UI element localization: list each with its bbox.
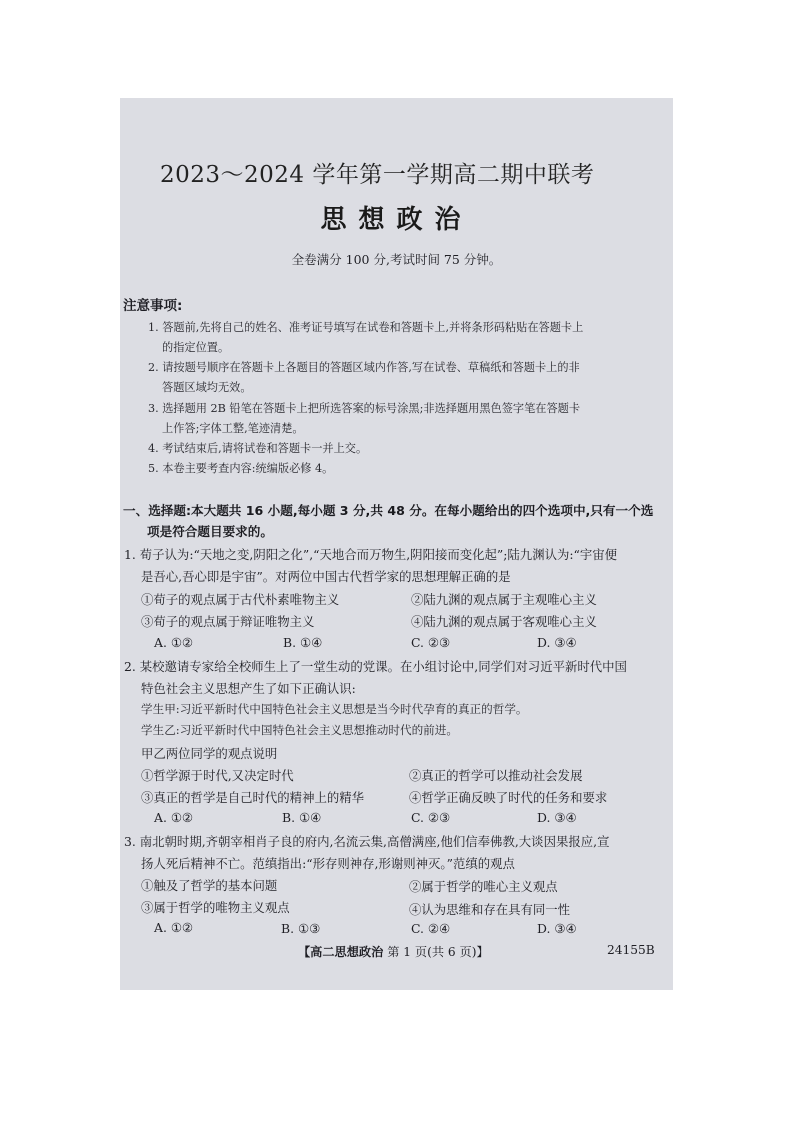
choice: C. ②④ (411, 921, 451, 936)
question-2-stem: 2. 某校邀请专家给全校师生上了一堂生动的党课。在小组讨论中,同学们对习近平新时代中国 (124, 659, 627, 674)
question-3-stem: 3. 南北朝时期,齐朝宰相肖子良的府内,名流云集,高僧满座,他们信奉佛教,大谈因果报应,宣 (124, 834, 610, 849)
statement: ①荀子的观点属于古代朴素唯物主义 (141, 592, 340, 607)
statement: ①触及了哲学的基本问题 (141, 878, 278, 893)
footer-page-info: 第 1 页(共 6 页)】 (387, 945, 489, 959)
notice-heading: 注意事项: (123, 298, 183, 314)
statement: ③属于哲学的唯物主义观点 (141, 900, 290, 915)
statement: ④哲学正确反映了时代的任务和要求 (409, 790, 608, 805)
statement: ③荀子的观点属于辩证唯物主义 (141, 614, 315, 629)
notice-line: 4. 考试结束后,请将试卷和答题卡一并上交。 (148, 442, 368, 455)
choice: B. ①③ (281, 921, 321, 936)
notice-line: 答题区域均无效。 (162, 381, 252, 394)
choice: C. ②③ (411, 810, 451, 825)
notice-line: 1. 答题前,先将自己的姓名、准考证号填写在试卷和答题卡上,并将条形码粘贴在答题卡上 (148, 321, 584, 334)
statement: ①哲学源于时代,又决定时代 (141, 768, 294, 783)
choice: B. ①④ (283, 635, 323, 650)
question-1-stem: 1. 荀子认为:“天地之变,阴阳之化”,“天地合而万物生,阴阳接而变化起”;陆九渊认为:“宇宙便 (124, 547, 618, 562)
footer-subject: 【高二思想政治 (298, 945, 384, 959)
exam-sheet (120, 98, 673, 990)
statement: ④陆九渊的观点属于客观唯心主义 (411, 614, 597, 629)
choice: A. ①② (154, 920, 194, 935)
statement: ②真正的哲学可以推动社会发展 (409, 768, 583, 783)
student-statement: 学生乙:习近平新时代中国特色社会主义思想推动时代的前进。 (141, 723, 458, 737)
question-2-stem: 甲乙两位同学的观点说明 (141, 746, 278, 761)
choice: D. ③④ (537, 921, 577, 936)
section-heading: 项是符合题目要求的。 (147, 524, 273, 539)
statement: ②属于哲学的唯心主义观点 (409, 879, 558, 894)
section-heading: 一、选择题:本大题共 16 小题,每小题 3 分,共 48 分。在每小题给出的四个选项中,只有一个选 (123, 503, 654, 518)
choice: B. ①④ (282, 810, 322, 825)
page-footer (298, 943, 489, 960)
choice: A. ①② (154, 810, 194, 825)
question-2-stem: 特色社会主义思想产生了如下正确认识: (141, 681, 356, 696)
notice-line: 2. 请按题号顺序在答题卡上各题目的答题区域内作答,写在试卷、草稿纸和答题卡上的非 (148, 361, 580, 374)
choice: A. ①② (154, 635, 194, 650)
student-statement: 学生甲:习近平新时代中国特色社会主义思想是当今时代孕育的真正的哲学。 (141, 702, 528, 716)
notice-line: 3. 选择题用 2B 铅笔在答题卡上把所选答案的标号涂黑;非选择题用黑色签字笔在答题卡 (148, 402, 581, 415)
score-info: 全卷满分 100 分,考试时间 75 分钟。 (291, 252, 502, 267)
subject-title: 思想政治 (320, 205, 473, 235)
notice-line: 5. 本卷主要考查内容:统编版必修 4。 (148, 462, 334, 475)
statement: ②陆九渊的观点属于主观唯心主义 (411, 592, 597, 607)
notice-line: 的指定位置。 (162, 341, 230, 354)
exam-title: 2023～2024 学年第一学期高二期中联考 (160, 162, 595, 188)
choice: D. ③④ (537, 635, 577, 650)
question-1-stem: 是吾心,吾心即是宇宙”。对两位中国古代哲学家的思想理解正确的是 (141, 569, 511, 584)
notice-line: 上作答;字体工整,笔迹清楚。 (162, 422, 304, 435)
choice: C. ②③ (411, 635, 451, 650)
footer-code: 24155B (607, 943, 655, 957)
statement: ③真正的哲学是自己时代的精神上的精华 (141, 790, 365, 805)
statement: ④认为思维和存在具有同一性 (409, 902, 571, 917)
question-3-stem: 扬人死后精神不亡。范缜指出:“形存则神存,形谢则神灭。”范缜的观点 (141, 856, 515, 871)
choice: D. ③④ (537, 810, 577, 825)
